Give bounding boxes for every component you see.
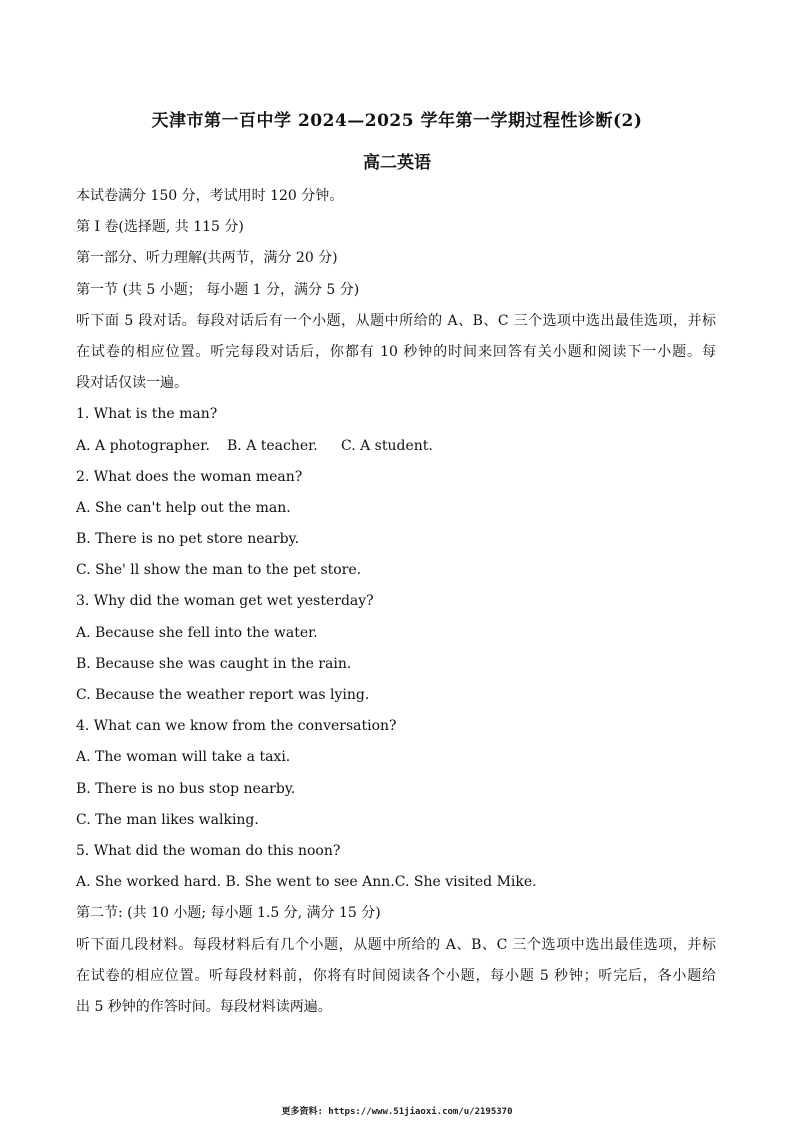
- section2-heading: 第二节: (共 10 小题; 每小题 1.5 分, 满分 15 分): [76, 905, 381, 922]
- option-c: C. She' ll show the man to the pet store.: [76, 562, 362, 579]
- option-a: A. Because she fell into the water.: [76, 624, 318, 641]
- exam-info: 本试卷满分 150 分，考试用时 120 分钟。: [76, 188, 344, 204]
- question-stem: 3. Why did the woman get wet yesterday?: [76, 593, 374, 610]
- section1-instruction-line: 段对话仅读一遍。: [76, 375, 188, 392]
- section2-instruction-line: 出 5 秒钟的作答时间。每段材料读两遍。: [76, 998, 332, 1015]
- exam-body: [76, 181, 716, 1023]
- option-c: C. The man likes walking.: [76, 811, 259, 828]
- part-heading: 第一部分、听力理解(共两节，满分 20 分): [76, 250, 338, 267]
- question-stem: 1. What is the man?: [76, 406, 218, 423]
- question-options: A. She worked hard. B. She went to see Ann.C. She visited Mike.: [76, 874, 537, 891]
- option-a: A. She can't help out the man.: [76, 499, 291, 516]
- footer-link[interactable]: 更多资料: https://www.51jiaoxi.com/u/2195370: [281, 1107, 513, 1117]
- option-b: B. Because she was caught in the rain.: [76, 655, 352, 672]
- section2-instruction-line: 听下面几段材料。每段材料后有几个小题，从题中所给的 A、B、C 三个选项中选出最佳选项，并标: [76, 936, 716, 953]
- section1-instruction-line: 听下面 5 段对话。每段对话后有一个小题，从题中所给的 A、B、C 三个选项中选出最佳选项，并标: [76, 312, 716, 329]
- option-c: C. A student.: [341, 437, 433, 454]
- question-stem: 5. What did the woman do this noon?: [76, 842, 341, 859]
- option-b: B. There is no pet store nearby.: [76, 531, 300, 548]
- page-title: 天津市第一百中学 2024—2025 学年第一学期过程性诊断(2): [151, 111, 643, 131]
- section1-heading: 第一节 (共 5 小题； 每小题 1 分，满分 5 分): [76, 281, 360, 298]
- option-b: B. There is no bus stop nearby.: [76, 780, 296, 797]
- option-c: C. Because the weather report was lying.: [76, 687, 370, 703]
- option-a: A. A photographer.: [76, 437, 210, 454]
- question-options: [76, 431, 716, 462]
- section1-instruction-line: 在试卷的相应位置。听完每段对话后，你都有 10 秒钟的时间来回答有关小题和阅读下一小题。每: [76, 343, 716, 360]
- question-stem: 2. What does the woman mean?: [76, 468, 303, 485]
- page-subtitle: 高二英语: [363, 153, 431, 173]
- option-a: A. The woman will take a taxi.: [76, 749, 291, 766]
- section2-instruction-line: 在试卷的相应位置。听每段材料前，你将有时间阅读各个小题，每小题 5 秒钟；听完后，各小题给: [76, 967, 716, 984]
- volume-heading: 第 I 卷(选择题, 共 115 分): [76, 219, 244, 236]
- question-stem: 4. What can we know from the conversation?: [76, 718, 397, 735]
- option-b: B. A teacher.: [227, 437, 318, 454]
